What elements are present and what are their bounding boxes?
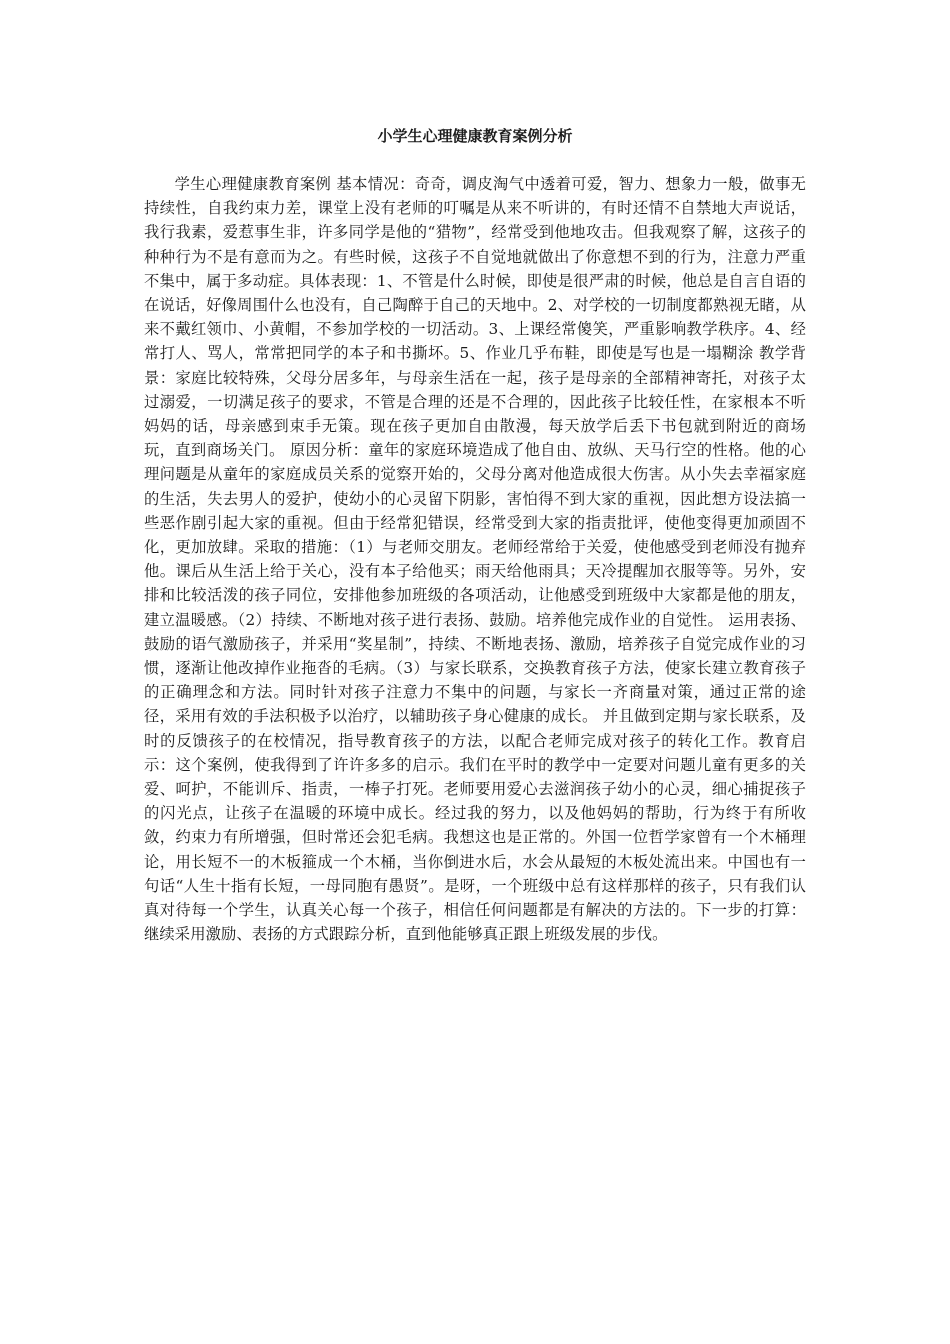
document-title: 小学生心理健康教育案例分析 (377, 127, 573, 145)
document-body: 学生心理健康教育案例 基本情况：奇奇，调皮淘气中透着可爱，智力、想象力一般，做事无持续性，自我约束力差，课堂上没有老师的叮嘱是从来不听讲的，有时还情不自禁地大声说话，我行我素，爱惹事生非，许多同学是他的“猎物”，经常受到他地攻击。但我观察了解，这孩子的种种行为不是有意而为之。有些时候，这孩子不自觉地就做出了你意想不到的行为，注意力严重不集中，属于多动症。具体表现：1、不管是什么时候，即使是很严肃的时候，他总是自言自语的在说话，好像周围什么也没有，自己陶醉于自己的天地中。2、对学校的一切制度都熟视无睹，从来不戴红领巾、小黄帽，不参加学校的一切活动。3、上课经常傻笑，严重影响教学秩序。4、经常打人、骂人，常常把同学的本子和书撕坏。5、作业几乎布鞋，即使是写也是一塌糊涂 教学背景：家庭比较特殊，父母分居多年，与母亲生活在一起，孩子是母亲的全部精神寄托，对孩子太过溺爱，一切满足孩子的要求，不管是合理的还是不合理的，因此孩子比较任性，在家根本不听妈妈的话，母亲感到束手无策。现在孩子更加自由散漫，每天放学后丢下书包就到附近的商场玩，直到商场关门。 原因分析：童年的家庭环境造成了他自由、放纵、天马行空的性格。他的心理问题是从童年的家庭成员关系的觉察开始的，父母分离对他造成很大伤害。从小失去幸福家庭的生活，失去男人的爱护，使幼小的心灵留下阴影，害怕得不到大家的重视，因此想方设法搞一些恶作剧引起大家的重视。但由于经常犯错误，经常受到大家的指责批评，使他变得更加顽固不化，更加放肆。采取的措施：（1）与老师交朋友。老师经常给于关爱，使他感受到老师没有抛弃他。课后从生活上给于关心，没有本子给他买；雨天给他雨具；天冷提醒加衣服等等。另外，安排和比较活泼的孩子同位，安排他参加班级的各项活动，让他感受到班级中大家都是他的朋友，建立温暖感。（2）持续、不断地对孩子进行表扬、鼓励。培养他完成作业的自觉性。 运用表扬、鼓励的语气激励孩子，并采用“奖星制”，持续、不断地表扬、激励，培养孩子自觉完成作业的习惯，逐渐让他改掉作业拖沓的毛病。（3）与家长联系，交换教育孩子方法，使家长建立教育孩子的正确理念和方法。同时针对孩子注意力不集中的问题，与家长一齐商量对策，通过正常的途径，采用有效的手法积极予以治疗，以辅助孩子身心健康的成长。 并且做到定期与家长联系，及时的反馈孩子的在校情况，指导教育孩子的方法，以配合老师完成对孩子的转化工作。教育启示：这个案例，使我得到了许许多多的启示。我们在平时的教学中一定要对问题儿童有更多的关爱、呵护，不能训斥、指责，一棒子打死。老师要用爱心去滋润孩子幼小的心灵，细心捕捉孩子的闪光点，让孩子在温暖的环境中成长。经过我的努力，以及他妈妈的帮助，行为终于有所收敛，约束力有所增强，但时常还会犯毛病。我想这也是正常的。外国一位哲学家曾有一个木桶理论，用长短不一的木板箍成一个木桶，当你倒进水后，水会从最短的木板处流出来。中国也有一句话“人生十指有长短，一母同胞有愚贤”。是呀，一个班级中总有这样那样的孩子，只有我们认真对待每一个学生，认真关心每一个孩子，相信任何问题都是有解决的方法的。下一步的打算： 继续采用激励、表扬的方式跟踪分析，直到他能够真正跟上班级发展的步伐。 (144, 175, 806, 944)
